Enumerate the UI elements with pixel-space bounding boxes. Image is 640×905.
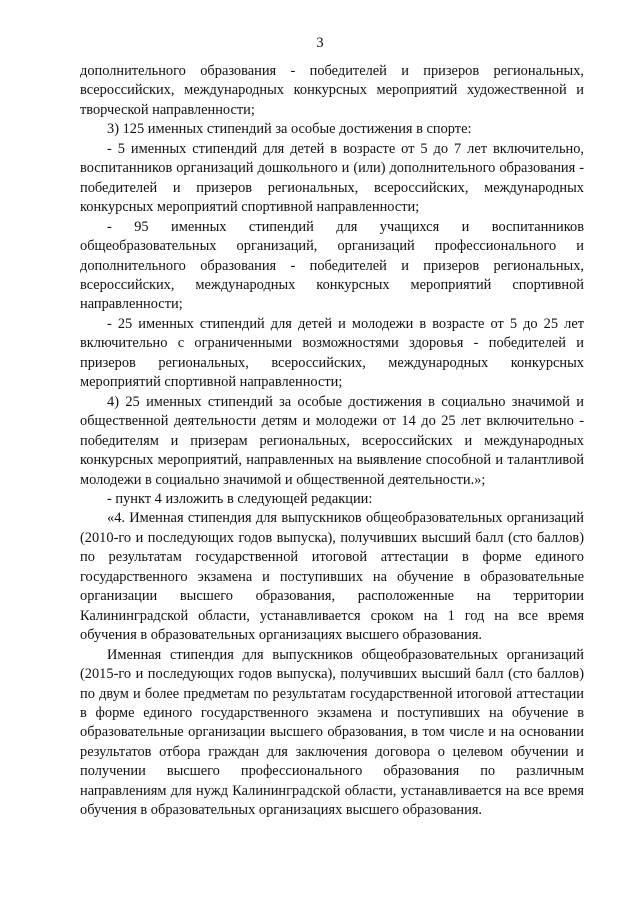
paragraph: Именная стипендия для выпускников общеобразовательных организаций (2015-го и последующих годов выпуска), получивших высший балл (сто баллов) по двум и более предметам по результатам государственной итоговой аттестации в форме единого государственного экзамена и поступивших на обучение в образовательные организации высшего образования, в том числе и на основании результатов отбора граждан для заключения договора о целевом обучении и получении высшего профессионального образования по различным направлениям для нужд Калининградской области, устанавливается на все время обучения в образовательных организациях высшего образования. xyxy=(80,646,584,819)
document-body xyxy=(80,62,584,821)
paragraph: «4. Именная стипендия для выпускников общеобразовательных организаций (2010-го и последующих годов выпуска), получивших высший балл (сто баллов) по результатам государственной итоговой аттестации в форме единого государственного экзамена и поступивших на обучение в образовательные организации высшего образования, расположенные на территории Калининградской области, устанавливается сроком на 1 год на все время обучения в образовательных организациях высшего образования. xyxy=(80,510,584,644)
paragraph: - 5 именных стипендий для детей в возрасте от 5 до 7 лет включительно, воспитанников организаций дошкольного и (или) дополнительного образования - победителей и призеров региональных, всероссийских, международных конкурсных мероприятий спортивной направленности; xyxy=(80,140,584,216)
paragraph: дополнительного образования - победителей и призеров региональных, всероссийских, международных конкурсных мероприятий художественной и творческой направленности; xyxy=(80,63,584,118)
paragraph: 3) 125 именных стипендий за особые достижения в спорте: xyxy=(107,121,472,138)
paragraph: - пункт 4 изложить в следующей редакции: xyxy=(107,490,373,507)
paragraph: - 95 именных стипендий для учащихся и воспитанников общеобразовательных организаций, организаций профессионального и дополнительного образования - победителей и призеров региональных, всероссийских, международных конкурсных мероприятий спортивной направленности; xyxy=(80,218,584,313)
page-number: 3 xyxy=(316,35,324,51)
paragraph: - 25 именных стипендий для детей и молодежи в возрасте от 5 до 25 лет включительно с ограниченными возможностями здоровья - победителей и призеров региональных, всероссийских, международных конкурсных мероприятий спортивной направленности; xyxy=(80,315,584,391)
paragraph: 4) 25 именных стипендий за особые достижения в социально значимой и общественной деятельности детям и молодежи от 14 до 25 лет включительно - победителям и призерам региональных, всероссийских и международных конкурсных мероприятий, направленных на выявление способной и талантливой молодежи в социально значимой и общественной деятельности.»; xyxy=(80,393,584,488)
